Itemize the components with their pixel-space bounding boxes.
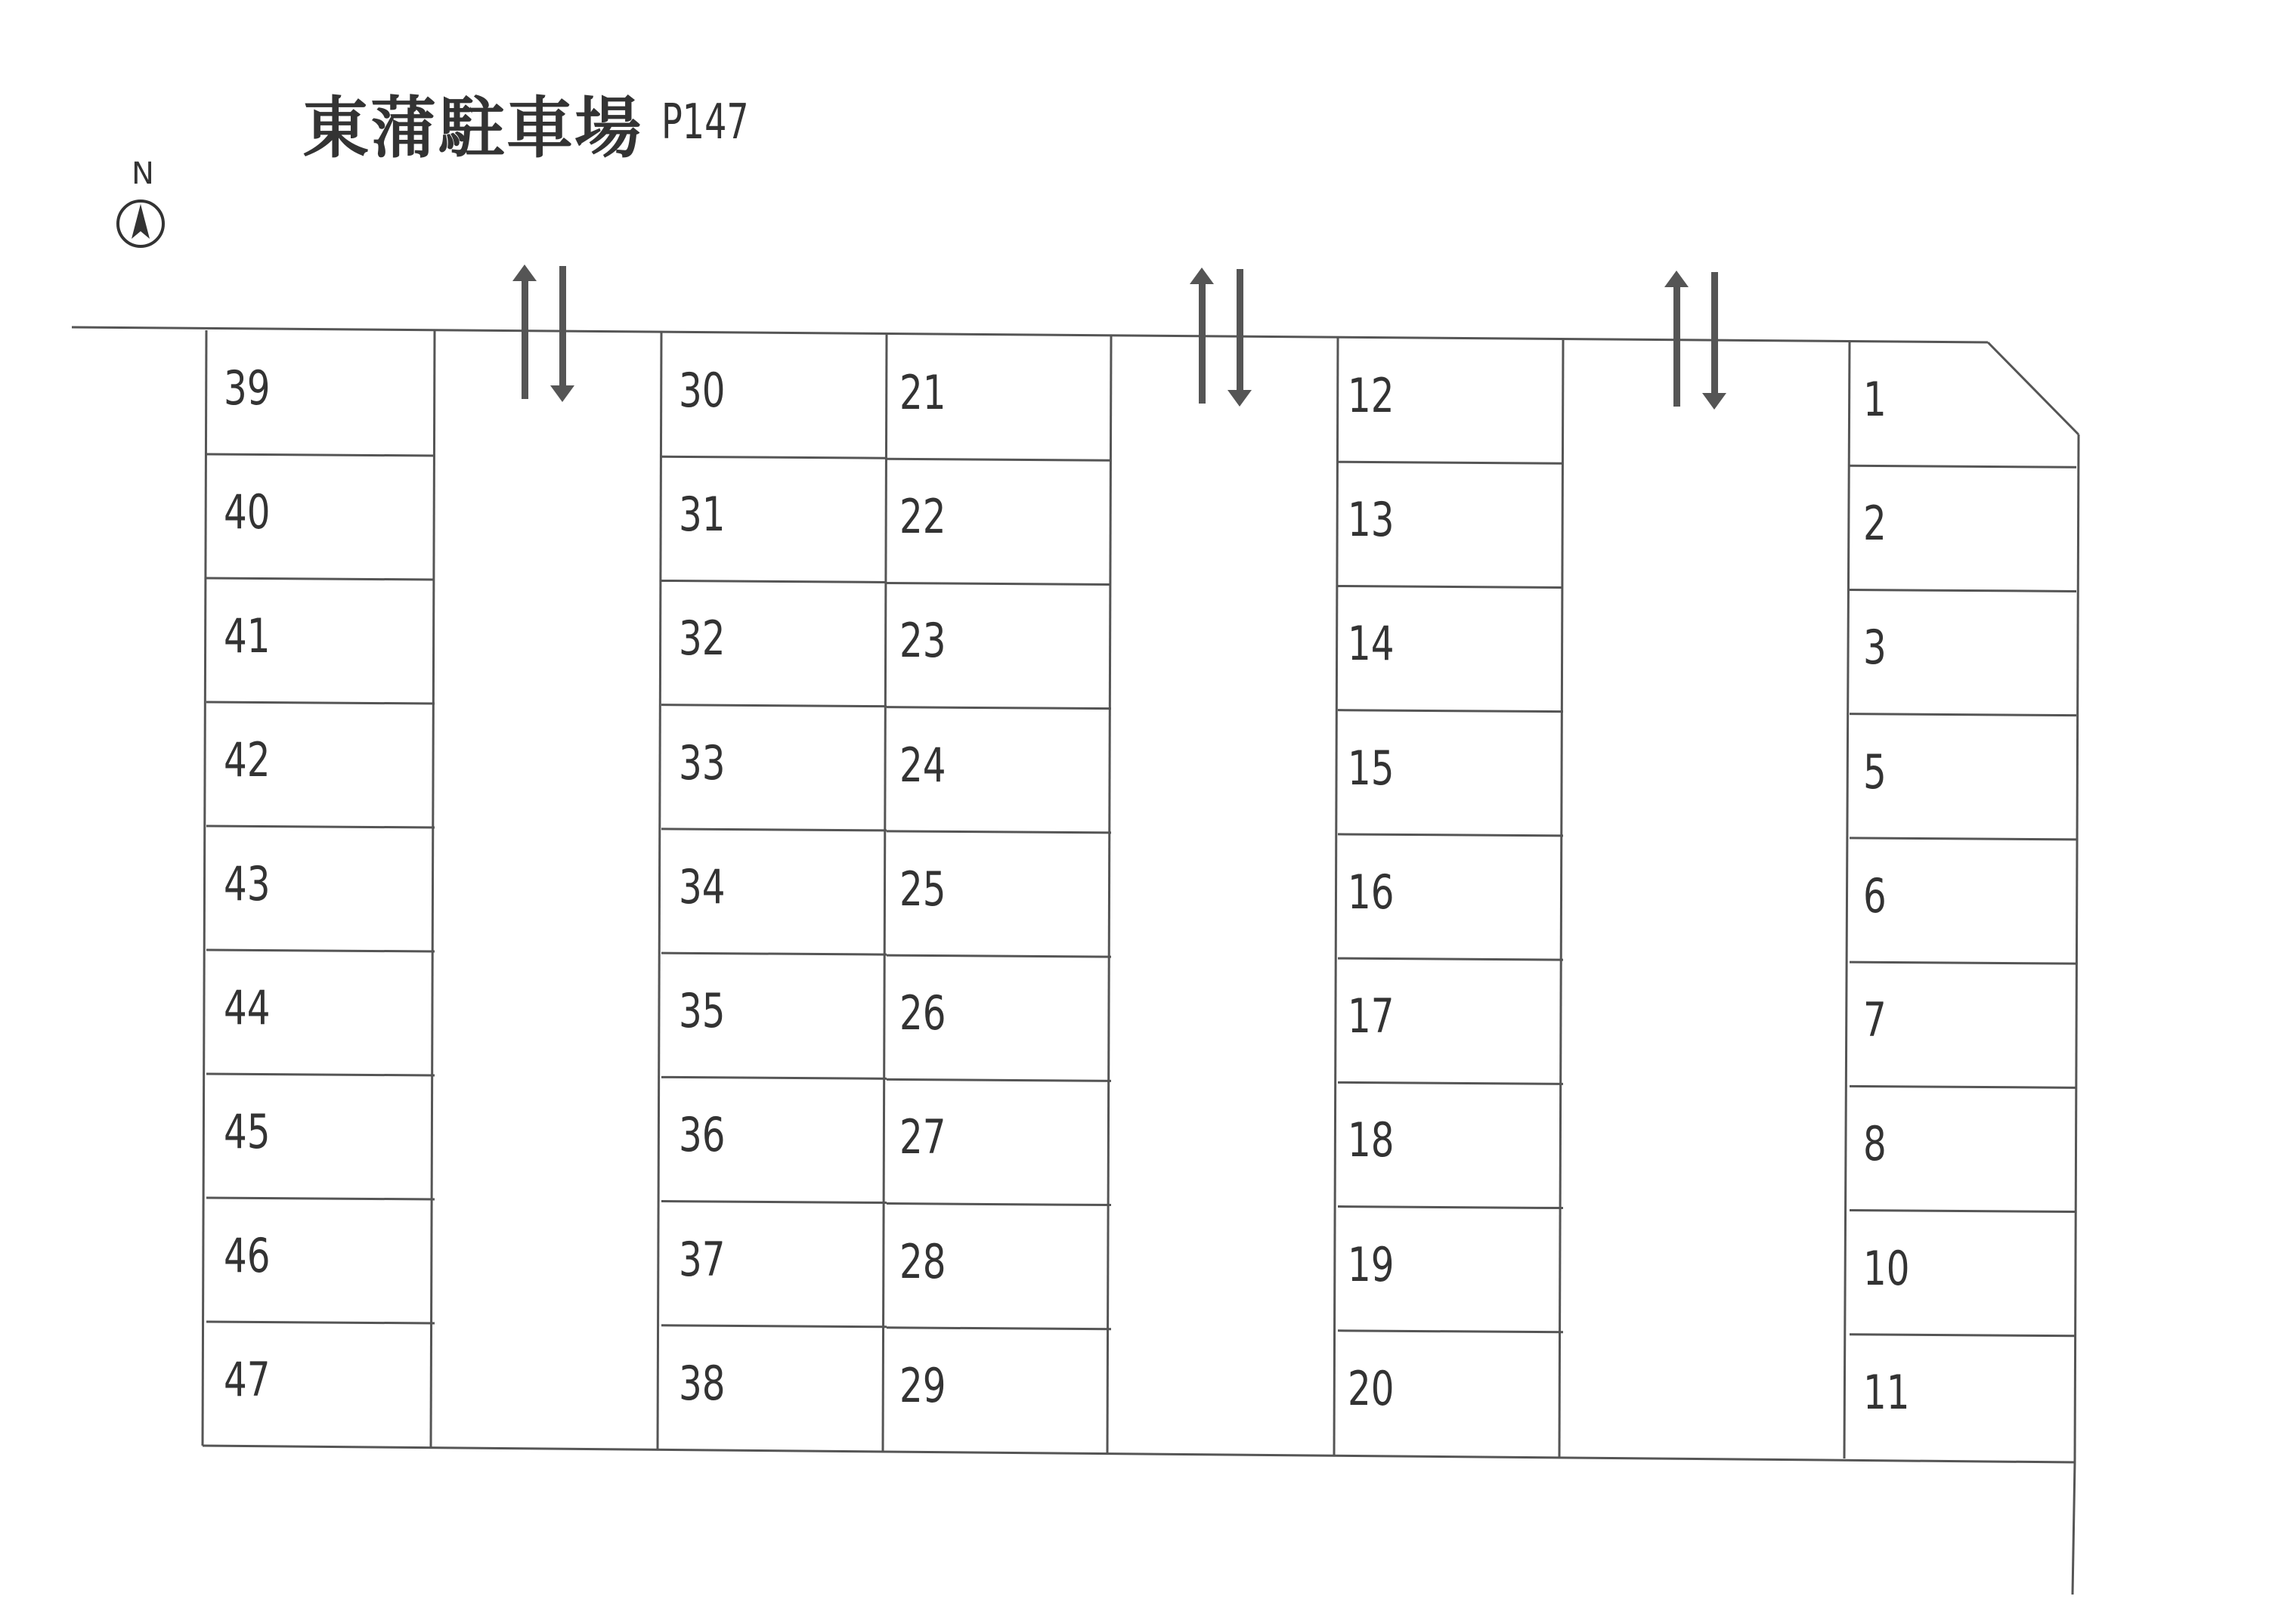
parking-space-number: 12 <box>1348 367 1395 423</box>
lot-code: P147 <box>661 94 749 150</box>
parking-space-number: 37 <box>679 1231 726 1287</box>
parking-space-number: 24 <box>899 737 946 793</box>
parking-space-number: 35 <box>679 983 726 1039</box>
parking-space-number: 33 <box>679 735 726 790</box>
parking-space-number: 42 <box>224 732 271 787</box>
parking-space-number: 8 <box>1863 1116 1887 1172</box>
parking-space-number: 31 <box>679 487 726 543</box>
parking-space-number: 21 <box>899 364 946 420</box>
parking-space-number: 39 <box>224 360 271 416</box>
parking-space-number: 26 <box>899 985 946 1041</box>
parking-space-number: 13 <box>1348 492 1395 548</box>
parking-space-number: 11 <box>1863 1364 1910 1420</box>
stall-divider <box>1850 962 2076 964</box>
parking-space-number: 41 <box>224 608 271 664</box>
stall-divider <box>661 1202 887 1203</box>
parking-space-number: 46 <box>224 1227 271 1283</box>
parking-space-number: 10 <box>1863 1240 1910 1296</box>
parking-space-number: 5 <box>1863 744 1887 800</box>
parking-space-number: 7 <box>1863 992 1887 1048</box>
stall-divider <box>1850 1086 2076 1087</box>
parking-space-number: 40 <box>224 484 271 540</box>
parking-space-number: 2 <box>1863 496 1887 552</box>
parking-space-number: 3 <box>1863 620 1887 676</box>
parking-space-number: 18 <box>1348 1112 1395 1168</box>
stall-divider <box>206 950 435 951</box>
stall-divider <box>206 578 435 580</box>
parking-space-number: 28 <box>899 1233 946 1289</box>
stall-divider <box>206 1198 435 1199</box>
parking-space-number: 17 <box>1348 988 1395 1044</box>
stall-divider <box>887 459 1111 460</box>
parking-space-number: 23 <box>899 613 946 669</box>
north-label: N <box>132 156 154 191</box>
stall-divider <box>1850 466 2076 467</box>
stall-divider <box>1850 589 2076 591</box>
stall-divider <box>1338 1331 1563 1332</box>
stall-divider <box>1850 1211 2076 1212</box>
parking-space-number: 32 <box>679 611 726 667</box>
stall-divider <box>1338 462 1563 463</box>
stall-divider <box>661 456 887 458</box>
parking-space-number: 19 <box>1348 1236 1395 1292</box>
stall-divider <box>206 454 435 456</box>
stall-divider <box>1850 714 2076 716</box>
parking-space-number: 43 <box>224 855 271 911</box>
parking-space-number: 22 <box>899 489 946 545</box>
parking-space-number: 36 <box>679 1107 726 1163</box>
parking-space-number: 44 <box>224 979 271 1035</box>
stall-divider <box>661 829 887 831</box>
parking-space-number: 29 <box>899 1357 946 1413</box>
stall-divider <box>1338 586 1563 587</box>
stall-divider <box>1850 838 2076 840</box>
parking-space-number: 34 <box>679 858 726 914</box>
stall-divider <box>1338 710 1563 712</box>
parking-space-number: 47 <box>224 1351 271 1407</box>
parking-space-number: 6 <box>1863 868 1887 923</box>
parking-space-number: 27 <box>899 1109 946 1165</box>
stall-divider <box>661 580 887 582</box>
stall-divider <box>1850 1335 2076 1336</box>
stall-divider <box>887 831 1111 833</box>
parking-space-number: 14 <box>1348 616 1395 672</box>
stall-divider <box>887 1204 1111 1205</box>
parking-space-number: 45 <box>224 1103 271 1159</box>
stall-divider <box>206 1074 435 1075</box>
stall-divider <box>1338 1207 1563 1208</box>
stall-divider <box>887 1328 1111 1329</box>
parking-space-number: 38 <box>679 1355 726 1411</box>
stall-divider <box>887 1079 1111 1081</box>
parking-space-number: 20 <box>1348 1360 1395 1416</box>
stall-divider <box>206 826 435 827</box>
stall-divider <box>1338 1082 1563 1084</box>
parking-space-number: 16 <box>1348 864 1395 920</box>
stall-divider <box>661 1077 887 1078</box>
stall-divider <box>661 953 887 954</box>
stall-divider <box>206 1322 435 1323</box>
parking-space-number: 25 <box>899 861 946 917</box>
stall-divider <box>661 1325 887 1327</box>
parking-lot-title: 東蒲駐車場 <box>302 89 643 167</box>
parking-space-number: 1 <box>1863 371 1887 427</box>
stall-divider <box>887 583 1111 584</box>
stall-divider <box>887 707 1111 709</box>
stall-divider <box>1338 834 1563 836</box>
stall-divider <box>1338 958 1563 960</box>
stall-divider <box>206 702 435 704</box>
parking-space-number: 30 <box>679 362 726 418</box>
stall-divider <box>661 705 887 707</box>
stall-divider <box>887 955 1111 957</box>
parking-space-number: 15 <box>1348 740 1395 796</box>
